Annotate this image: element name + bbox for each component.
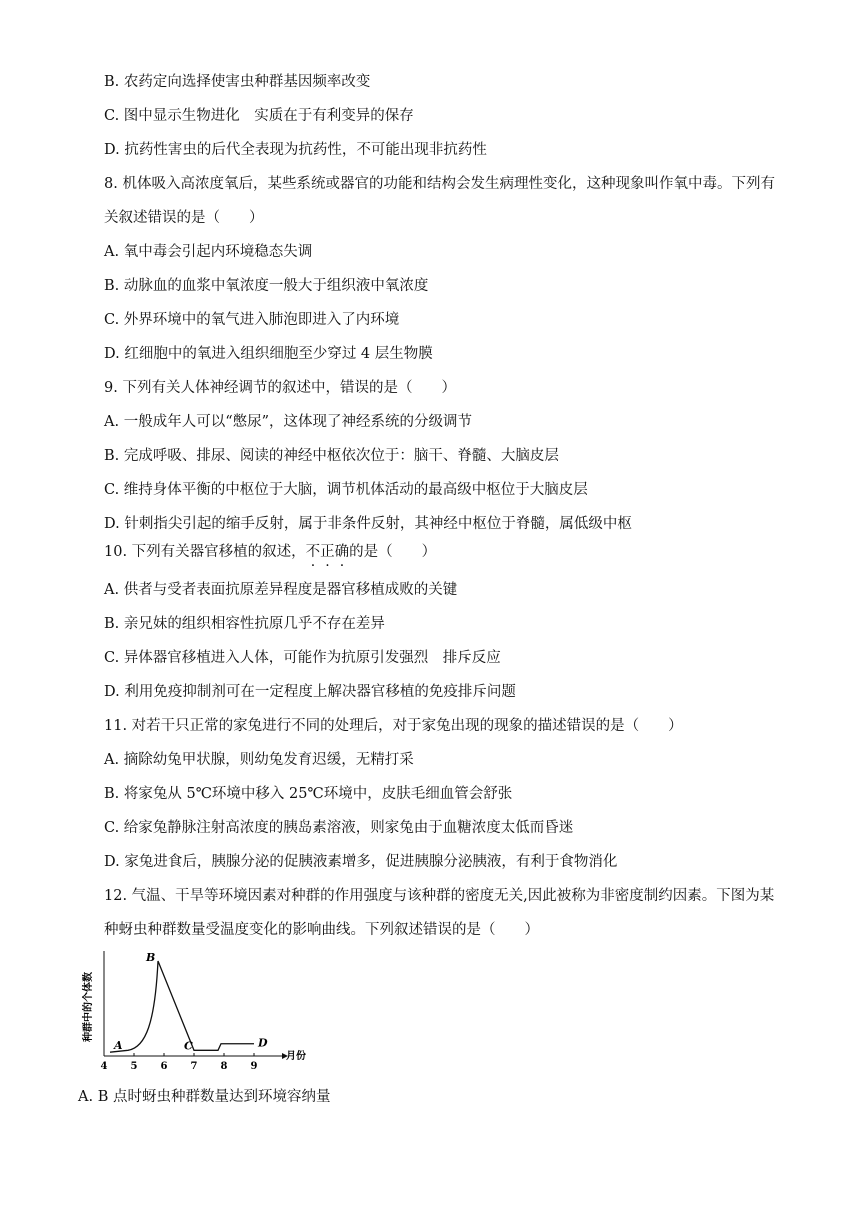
x-axis-label: 月份 <box>286 1051 306 1062</box>
q9-option-c: C. 维持身体平衡的中枢位于大脑，调节机体活动的最高级中枢位于大脑皮层 <box>104 482 588 498</box>
point-label-c: C <box>184 1039 193 1053</box>
x-tick-label: 9 <box>250 1061 258 1072</box>
q11-option-c: C. 给家兔静脉注射高浓度的胰岛素溶液，则家兔由于血糖浓度太低而昏迷 <box>104 820 574 836</box>
q8-option-b: B. 动脉血的血浆中氧浓度一般大于组织液中氧浓度 <box>104 278 429 294</box>
q12-stem-cont: 种蚜虫种群数量受温度变化的影响曲线。下列叙述错误的是（ ） <box>104 922 539 938</box>
population-chart <box>78 945 308 1075</box>
x-tick-label: 8 <box>220 1061 228 1072</box>
q9-stem: 9. 下列有关人体神经调节的叙述中，错误的是（ ） <box>104 380 456 396</box>
q8-option-c: C. 外界环境中的氧气进入肺泡即进入了内环境 <box>104 312 400 328</box>
q9-option-d: D. 针刺指尖引起的缩手反射，属于非条件反射，其神经中枢位于脊髓，属低级中枢 <box>104 516 632 532</box>
q10-stem-pre: 10. 下列有关器官移植的叙述， <box>104 544 306 560</box>
y-axis-label <box>81 972 94 1043</box>
point-label-b: B <box>146 951 156 964</box>
q10-stem-post: 的是（ ） <box>349 544 437 560</box>
q8-stem-cont: 关叙述错误的是（ ） <box>104 210 264 226</box>
q10-option-c: C. 异体器官移植进入人体，可能作为抗原引发强烈 排斥反应 <box>104 650 501 666</box>
q10-emph-3: 确 <box>334 544 350 560</box>
q10-emph-1: 不 <box>305 544 321 560</box>
q8-option-a: A. 氧中毒会引起内环境稳态失调 <box>104 244 313 260</box>
q10-emph-2: 正 <box>320 544 335 560</box>
line-2: D. 抗药性害虫的后代全表现为抗药性，不可能出现非抗药性 <box>104 142 487 158</box>
x-tick-label: 7 <box>190 1061 198 1072</box>
y-axis-label-text: 种群中的个体数 <box>83 972 94 1042</box>
q12-option-a: A. B 点时蚜虫种群数量达到环境容纳量 <box>78 1089 331 1105</box>
x-tick-label: 6 <box>160 1061 168 1072</box>
q11-option-a: A. 摘除幼兔甲状腺，则幼兔发育迟缓，无精打采 <box>104 752 414 768</box>
q9-option-b: B. 完成呼吸、排尿、阅读的神经中枢依次位于：脑干、脊髓、大脑皮层 <box>104 448 559 464</box>
line-0: B. 农药定向选择使害虫种群基因频率改变 <box>104 74 371 90</box>
point-label-a: A <box>114 1039 123 1053</box>
q10-option-d: D. 利用免疫抑制剂可在一定程度上解决器官移植的免疫排斥问题 <box>104 684 516 700</box>
q8-option-d: D. 红细胞中的氧进入组织细胞至少穿过 4 层生物膜 <box>104 346 433 362</box>
q11-stem: 11. 对若干只正常的家兔进行不同的处理后，对于家兔出现的现象的描述错误的是（ ） <box>104 718 683 734</box>
q8-stem: 8. 机体吸入高浓度氧后，某些系统或器官的功能和结构会发生病理性变化，这种现象叫作氧中毒。下列有 <box>104 176 775 192</box>
q11-option-d: D. 家兔进食后，胰腺分泌的促胰液素增多，促进胰腺分泌胰液，有利于食物消化 <box>104 854 618 870</box>
x-tick-label: 5 <box>130 1061 138 1072</box>
x-tick-label: 4 <box>100 1061 108 1072</box>
line-1: C. 图中显示生物进化 实质在于有利变异的保存 <box>104 108 414 124</box>
q10-option-a: A. 供者与受者表面抗原差异程度是器官移植成败的关键 <box>104 582 458 598</box>
population-curve <box>110 961 254 1052</box>
q10-option-b: B. 亲兄妹的组织相容性抗原几乎不存在差异 <box>104 616 385 632</box>
q11-option-b: B. 将家兔从 5℃环境中移入 25℃环境中，皮肤毛细血管会舒张 <box>104 786 513 802</box>
point-label-d: D <box>258 1036 268 1050</box>
q9-option-a: A. 一般成年人可以“憋尿”，这体现了神经系统的分级调节 <box>104 414 473 430</box>
point-labels <box>113 951 268 1052</box>
q10-stem <box>104 542 436 562</box>
q12-stem: 12. 气温、干旱等环境因素对种群的作用强度与该种群的密度无关,因此被称为非密度制约因素。下图为某 <box>104 888 775 904</box>
